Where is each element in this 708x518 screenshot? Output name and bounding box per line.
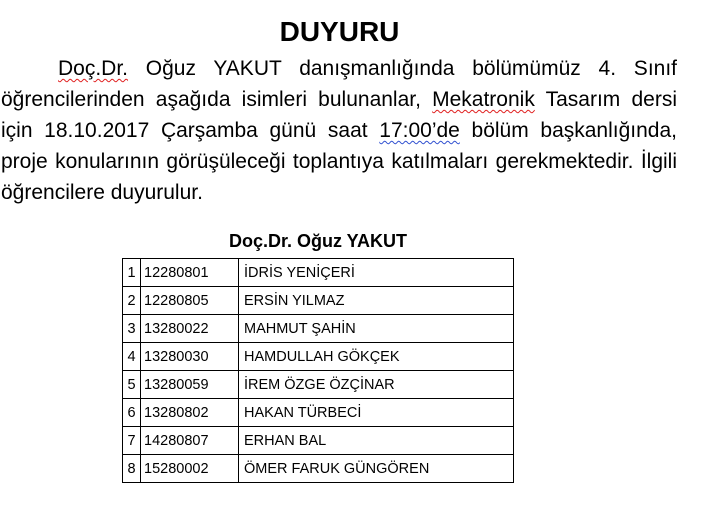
student-number: 14280807: [141, 427, 239, 455]
paragraph-text-segment: Doç.Dr.: [58, 57, 129, 80]
student-number: 12280805: [141, 287, 239, 315]
student-number: 12280801: [141, 259, 239, 287]
student-table: [122, 258, 514, 483]
table-row: [123, 427, 514, 455]
paragraph-text-segment: 17:00’de: [379, 119, 460, 142]
paragraph-text-segment: Tasarım dersi için 18.10.2017 Çarşamba günü saat: [1, 88, 677, 142]
row-number: 4: [123, 343, 141, 371]
table-row: [123, 259, 514, 287]
table-row: [123, 343, 514, 371]
paragraph-text-segment: bölüm başkanlığında, proje konularının görüşüleceği toplantıya katılmaları gerekmektedir. İlgili öğrencilere duyurulur.: [1, 119, 677, 204]
table-row: [123, 287, 514, 315]
student-name: İDRİS YENİÇERİ: [239, 259, 514, 287]
table-row: [123, 455, 514, 483]
table-row: [123, 399, 514, 427]
student-name: HAMDULLAH GÖKÇEK: [239, 343, 514, 371]
row-number: 6: [123, 399, 141, 427]
student-name: ERHAN BAL: [239, 427, 514, 455]
row-number: 7: [123, 427, 141, 455]
announcement-title: DUYURU: [279, 16, 400, 47]
table-title: Doç.Dr. Oğuz YAKUT: [228, 231, 408, 251]
row-number: 1: [123, 259, 141, 287]
row-number: 2: [123, 287, 141, 315]
student-number: 13280022: [141, 315, 239, 343]
student-name: İREM ÖZGE ÖZÇİNAR: [239, 371, 514, 399]
paragraph-text-segment: Mekatronik: [432, 88, 535, 111]
student-name: ERSİN YILMAZ: [239, 287, 514, 315]
announcement-paragraph: [1, 53, 677, 208]
student-name: ÖMER FARUK GÜNGÖREN: [239, 455, 514, 483]
table-row: [123, 371, 514, 399]
student-number: 13280802: [141, 399, 239, 427]
student-number: 13280030: [141, 343, 239, 371]
student-number: 13280059: [141, 371, 239, 399]
student-name: MAHMUT ŞAHİN: [239, 315, 514, 343]
row-number: 8: [123, 455, 141, 483]
row-number: 3: [123, 315, 141, 343]
table-row: [123, 315, 514, 343]
paragraph-text-segment: Oğuz YAKUT danışmanlığında bölümümüz 4. Sınıf öğrencilerinden aşağıda isimleri bulunanlar,: [1, 57, 677, 111]
row-number: 5: [123, 371, 141, 399]
student-name: HAKAN TÜRBECİ: [239, 399, 514, 427]
student-number: 15280002: [141, 455, 239, 483]
